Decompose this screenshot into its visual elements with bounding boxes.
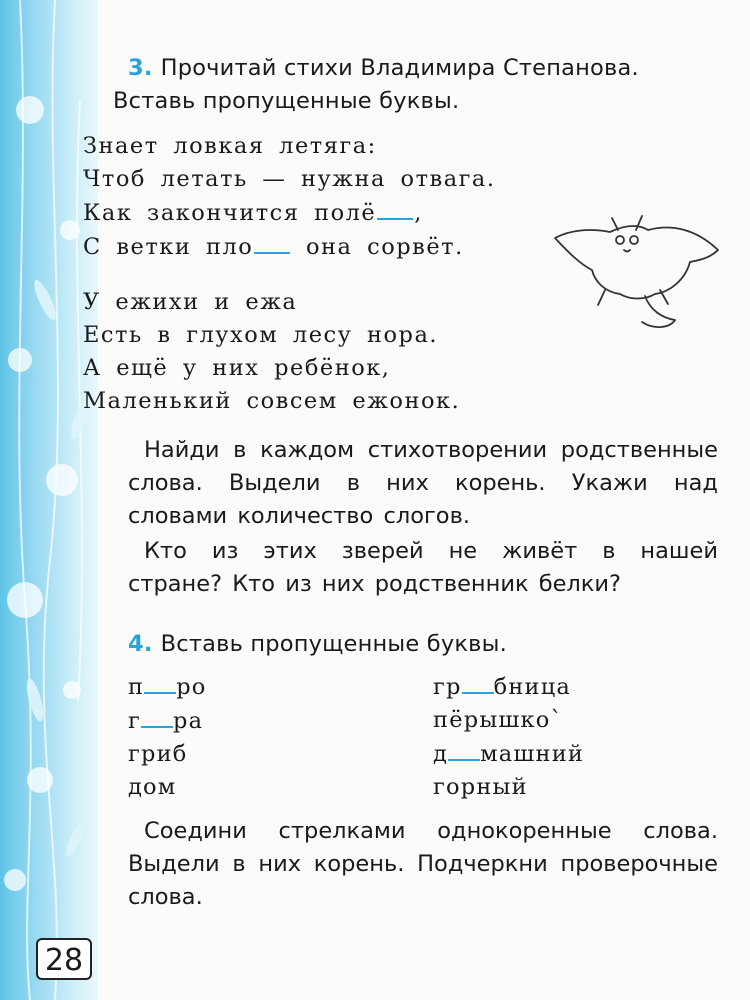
letter-blank[interactable] (141, 704, 173, 728)
word-item: д машний (433, 737, 584, 771)
letter-blank[interactable] (144, 670, 176, 694)
word-item: горный (433, 774, 528, 800)
poem-2-line: А ещё у них ребёнок, (83, 355, 391, 381)
poem-1-line: Как закончится полё , (83, 196, 495, 230)
letter-blank[interactable] (377, 196, 413, 220)
word-item: пёрышко` (433, 707, 563, 733)
poem-1-line: Знает ловкая летяга: (83, 133, 377, 159)
word-item: гр бница (433, 670, 584, 704)
task4-heading: 4. Вставь пропущенные буквы. (128, 631, 507, 657)
word-item: п ро (128, 670, 207, 704)
task3-heading: 3. Прочитай стихи Владимира Степанова. Вставь пропущенные буквы. (113, 55, 639, 114)
task3-instructions: Найди в каждом стихотворении родственные слова. Выдели в них корень. Укажи над словами количество слогов. Кто из этих зверей не живёт в нашей стране? Кто из них родственник белки? (128, 437, 718, 597)
poem-1-line: Чтоб летать — нужна отвага. (83, 166, 496, 192)
page-number: 28 (36, 938, 92, 980)
word-item: г ра (128, 704, 207, 738)
poem-2-line: Маленький совсем ежонок. (83, 388, 461, 414)
task3-number: 3. (128, 55, 153, 81)
poem-1 (83, 130, 495, 264)
word-list-left (128, 670, 207, 804)
poem-2-line: У ежихи и ежа (83, 289, 298, 315)
flying-squirrel-illustration (550, 210, 725, 340)
word-item: дом (128, 774, 177, 800)
letter-blank[interactable] (462, 670, 494, 694)
word-item: гриб (128, 741, 188, 767)
poem-2 (83, 286, 460, 418)
poem-2-line: Есть в глухом лесу нора. (83, 322, 439, 348)
word-list-right (433, 670, 584, 804)
letter-blank[interactable] (448, 737, 480, 761)
poem-1-line: С ветки пло она сорвёт. (83, 230, 495, 264)
task4-instructions: Соедини стрелками однокоренные слова. Выдели в них корень. Подчеркни проверочные слова. (128, 818, 718, 910)
letter-blank[interactable] (254, 230, 290, 254)
task4-number: 4. (128, 631, 153, 657)
textbook-page (83, 0, 750, 1000)
